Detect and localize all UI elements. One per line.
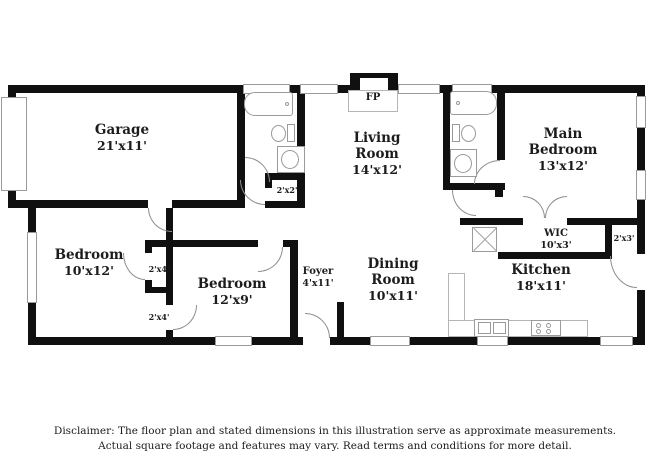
room-label-bedroom1: Bedroom 10'x12' <box>54 247 124 278</box>
counter <box>448 320 588 337</box>
wic-double-door-left <box>523 196 545 218</box>
disclaimer-line-2: Actual square footage and features may vary. Read terms and conditions for more detail. <box>98 440 572 452</box>
wall <box>166 330 173 337</box>
wall <box>145 247 152 253</box>
closet-label-2x4-lower: 2'x4' <box>148 312 170 322</box>
fireplace-notch <box>360 78 388 90</box>
room-label-foyer: Foyer 4'x11' <box>302 266 334 289</box>
toilet-tank <box>287 124 295 142</box>
wall <box>265 201 305 208</box>
wall <box>337 302 344 345</box>
kitchen-door-opening <box>637 254 645 290</box>
wall <box>283 240 298 247</box>
wall <box>498 252 610 259</box>
garage-door <box>1 97 27 191</box>
wic-double-door-right <box>545 196 567 218</box>
wall <box>460 218 523 225</box>
door-arc <box>474 160 500 184</box>
wall <box>290 247 298 345</box>
door-arc <box>123 253 145 280</box>
toilet-tank <box>452 124 460 142</box>
faucet-dot <box>456 101 460 105</box>
room-label-living: Living Room 14'x12' <box>352 130 402 177</box>
faucet-dot <box>285 102 289 106</box>
closet-label-2x3: 2'x3' <box>613 233 635 243</box>
door-arc <box>610 256 637 288</box>
stove <box>531 320 561 336</box>
room-label-main-bedroom: Main Bedroom 13'x12' <box>528 126 598 173</box>
door-arc <box>245 157 270 182</box>
wall <box>495 185 503 197</box>
room-label-garage: Garage 21'x11' <box>94 122 150 153</box>
sink-basin <box>493 322 506 334</box>
wall <box>145 240 258 247</box>
window <box>300 84 338 94</box>
room-label-bedroom2: Bedroom 12'x9' <box>197 276 267 307</box>
window <box>600 336 633 346</box>
window <box>477 336 508 346</box>
front-door-opening <box>303 337 330 345</box>
window <box>636 96 646 128</box>
sink-basin <box>454 154 472 173</box>
room-label-wic: WIC 10'x3' <box>540 228 572 251</box>
wall <box>497 85 505 160</box>
wall <box>8 200 148 208</box>
room-label-dining: Dining Room 10'x11' <box>367 256 419 303</box>
sink-basin <box>281 150 299 169</box>
window <box>215 336 252 346</box>
burner <box>546 329 551 334</box>
door-arc <box>258 247 283 272</box>
window <box>370 336 410 346</box>
wall <box>265 173 305 180</box>
door-arc <box>148 208 172 232</box>
toilet-bowl <box>271 125 286 142</box>
wall <box>172 200 245 208</box>
closet-label-2x4-upper: 2'x4' <box>148 264 170 274</box>
window <box>398 84 440 94</box>
wall <box>443 85 450 190</box>
closet-label-2x2: 2'x2' <box>276 185 298 195</box>
sink-basin <box>478 322 491 334</box>
front-door-arc <box>305 313 330 338</box>
door-arc <box>452 190 476 216</box>
burner <box>536 323 541 328</box>
fireplace-label: FP <box>365 92 381 103</box>
toilet-bowl <box>461 125 476 142</box>
burner <box>536 329 541 334</box>
wall <box>605 225 612 259</box>
window <box>636 170 646 200</box>
door-arc <box>173 305 197 330</box>
room-label-kitchen: Kitchen 18'x11' <box>511 262 571 293</box>
wall <box>567 218 645 225</box>
wall <box>145 287 173 293</box>
window <box>27 232 37 303</box>
utility-box <box>472 227 497 252</box>
disclaimer-line-1: Disclaimer: The floor plan and stated dimensions in this illustration serve as approximate measurements. <box>53 425 617 437</box>
burner <box>546 323 551 328</box>
